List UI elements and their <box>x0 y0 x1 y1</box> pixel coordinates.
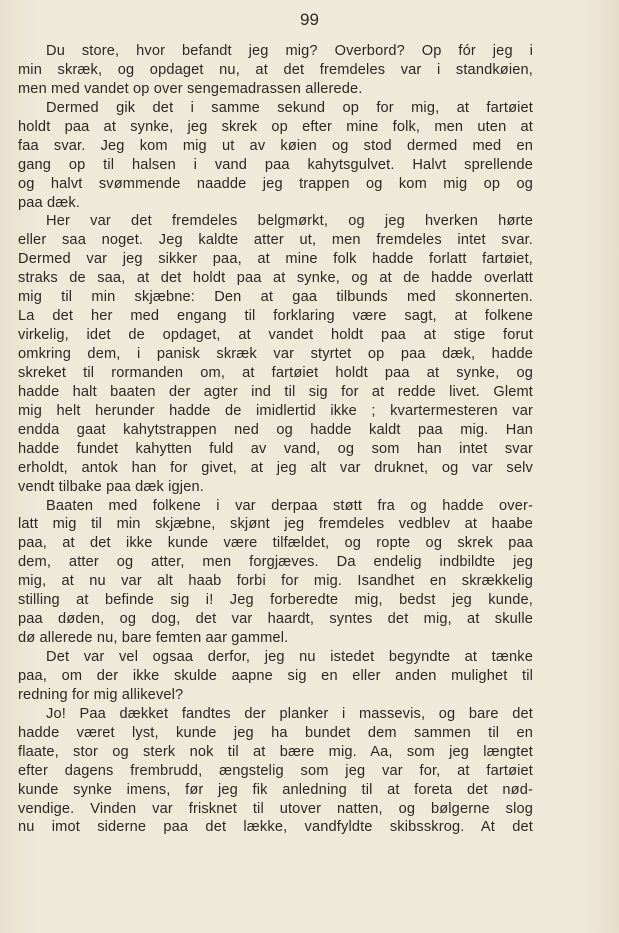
text-line: La det her med engang til forklaring være sagt, at folkene <box>18 308 533 325</box>
text-line: endda gaat kahytstrappen ned og hadde kaldt paa mig. Han <box>18 421 533 438</box>
text-line: erholdt, antok han for givet, at jeg alt var druknet, og var selv <box>18 459 533 476</box>
text-line: virkelig, idet de opdaget, at vandet holdt paa at stige forut <box>18 327 533 344</box>
text-line: hadde været lyst, kunde jeg ha bundet dem sammen til en <box>18 724 533 741</box>
text-line: og halvt svømmende naadde jeg trappen og kom mig op og <box>18 175 533 192</box>
text-line: holdt paa at synke, jeg skrek op efter mine folk, men uten at <box>18 118 533 135</box>
text-line: skreket til rormanden om, at fartøiet holdt paa at synke, og <box>18 364 533 381</box>
text-line: min skræk, og opdaget nu, at det fremdeles var i standkøien, <box>18 61 533 78</box>
text-line: hadde halt baaten der agter ind til sig for at redde livet. Glemt <box>18 383 533 400</box>
text-line: men med vandet op over sengemadrassen allerede. <box>18 80 363 97</box>
text-line: hadde fundet kahytten fuld av vand, og som han intet svar <box>18 440 533 457</box>
text-line: dø allerede nu, bare femten aar gammel. <box>18 630 289 647</box>
text-line: Baaten med folkene i var derpaa støtt fra og hadde over- <box>46 497 533 514</box>
text-line: mig helt herunder hadde de imidlertid ikke ; kvartermesteren var <box>18 402 533 419</box>
text-line: paa dæk. <box>18 194 81 211</box>
text-line: gang op til halsen i vand paa kahytsgulvet. Halvt sprellende <box>18 156 533 173</box>
text-line: mig til min skjæbne: Den at gaa tilbunds med skonnerten. <box>18 289 533 306</box>
text-line: redning for mig allikevel? <box>18 686 184 703</box>
text-line: paa, om der ikke skulde aapne sig en eller anden mulighet til <box>18 667 533 684</box>
text-line: latt mig til min skjæbne, skjønt jeg fremdeles vedblev at haabe <box>18 516 533 533</box>
text-line: stilling at befinde sig i! Jeg forberedte mig, bedst jeg kunde, <box>18 592 533 609</box>
text-line: vendige. Vinden var frisknet til utover natten, og bølgerne slog <box>18 800 533 817</box>
text-line: omkring dem, i panisk skræk var styrtet op paa dæk, hadde <box>18 346 533 362</box>
text-line: dem, atter og atter, men forgjæves. Da endelig indbildte jeg <box>18 554 533 571</box>
text-line: Dermed var jeg sikker paa, at mine folk hadde forlatt fartøiet, <box>18 251 533 268</box>
text-line: straks de saa, at det holdt paa at synke, og at de hadde overlatt <box>18 270 533 287</box>
page-number: 99 <box>300 10 319 29</box>
text-line: efter dagens frembrudd, ængstelig som jeg var for, at fartøiet <box>18 762 533 779</box>
text-line: vendt tilbake paa dæk igjen. <box>18 478 204 495</box>
text-line: kunde synke imens, før jeg fik anledning til at foreta det nød- <box>18 781 533 798</box>
text-line: nu imot siderne paa det lække, vandfyldte skibsskrog. At det <box>18 819 533 836</box>
text-line: paa døden, og dog, det var haardt, syntes det mig, at skulle <box>18 611 533 628</box>
text-line: mig, at nu var alt haab forbi for mig. Isandhet en skrækkelig <box>18 573 533 590</box>
text-line: flaate, stor og sterk nok til at bære mig. Aa, som jeg længtet <box>18 743 533 760</box>
text-line: Du store, hvor befandt jeg mig? Overbord? Op fór jeg i <box>46 43 533 59</box>
text-line: Dermed gik det i samme sekund op for mig, at fartøiet <box>46 99 533 116</box>
text-line: Jo! Paa dækket fandtes der planker i massevis, og bare det <box>46 705 533 722</box>
body-text <box>18 42 533 837</box>
text-line: Det var vel ogsaa derfor, jeg nu istedet begyndte at tænke <box>46 649 533 665</box>
text-line: paa, at det ikke kunde være tilfældet, og ropte og skrek paa <box>18 535 533 552</box>
text-line: Her var det fremdeles belgmørkt, og jeg hverken hørte <box>46 213 533 230</box>
text-line: eller saa noget. Jeg kaldte atter ut, men fremdeles intet svar. <box>18 232 533 249</box>
text-line: faa svar. Jeg kom mig ut av køien og stod dermed med en <box>18 137 533 154</box>
